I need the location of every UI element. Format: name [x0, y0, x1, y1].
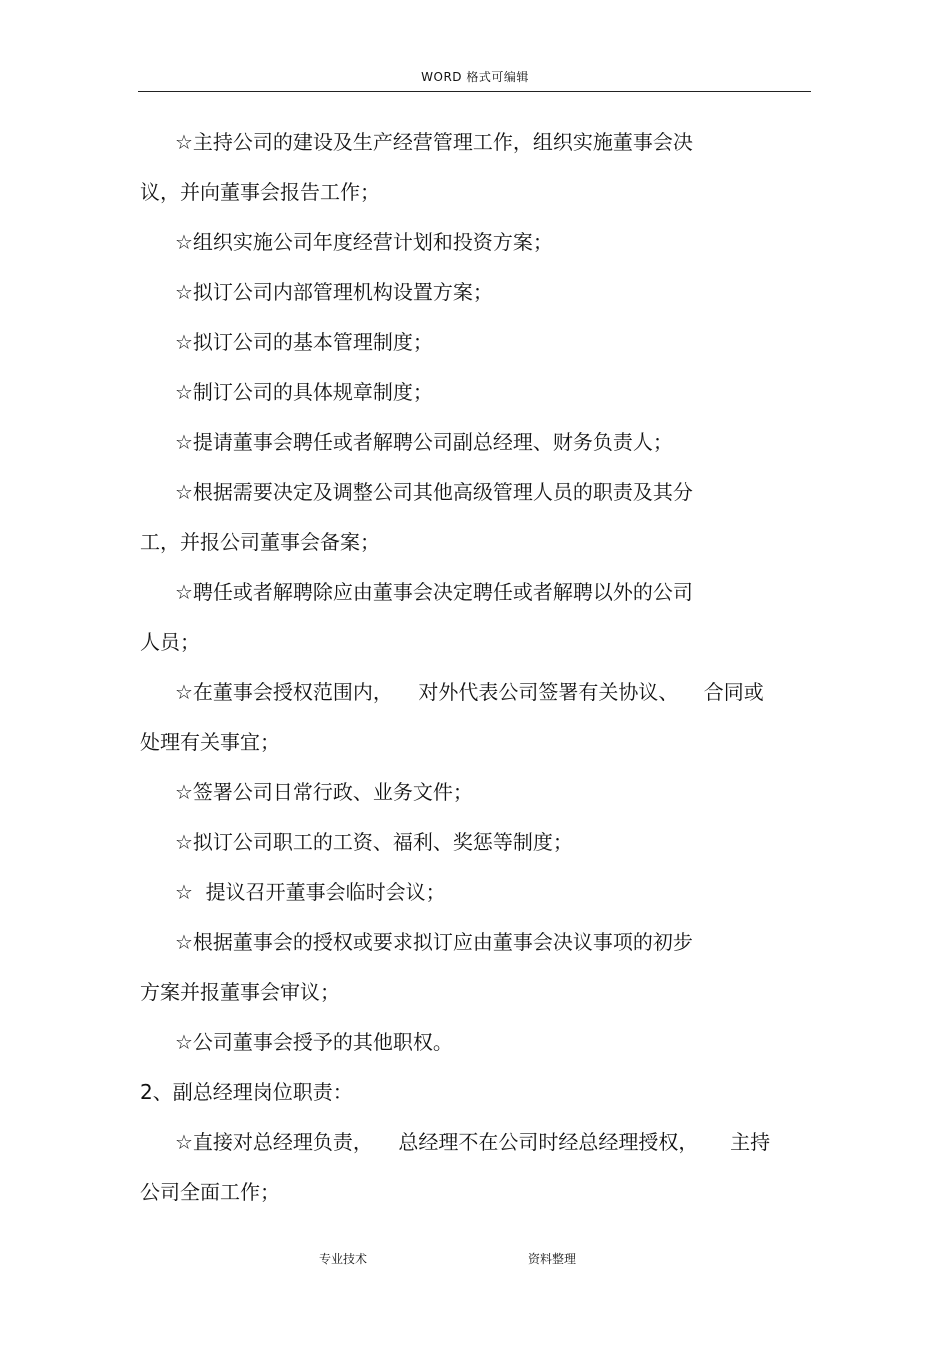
body-line-2: 议，并向董事会报告工作；: [140, 180, 380, 204]
body-line-6: ☆制订公司的具体规章制度；: [175, 380, 433, 404]
header-divider: [138, 91, 811, 92]
body-line-16: ☆ 提议召开董事会临时会议；: [175, 880, 446, 904]
body-line-15: ☆拟订公司职工的工资、福利、奖惩等制度；: [175, 830, 573, 854]
body-line-11: 人员；: [140, 630, 200, 654]
body-line-7: ☆提请董事会聘任或者解聘公司副总经理、财务负责人；: [175, 430, 673, 454]
body-line-22: 公司全面工作；: [140, 1180, 280, 1204]
body-line-5: ☆拟订公司的基本管理制度；: [175, 330, 433, 354]
body-line-17: ☆根据董事会的授权或要求拟订应由董事会决议事项的初步: [175, 930, 693, 954]
body-line-14: ☆签署公司日常行政、业务文件；: [175, 780, 473, 804]
body-line-10: ☆聘任或者解聘除应由董事会决定聘任或者解聘以外的公司: [175, 580, 693, 604]
body-line-19: ☆公司董事会授予的其他职权。: [175, 1030, 453, 1054]
body-line-13: 处理有关事宜；: [140, 730, 280, 754]
footer-left-text: 专业技术: [319, 1252, 368, 1266]
body-line-9: 工，并报公司董事会备案；: [140, 530, 380, 554]
section-heading: 2、副总经理岗位职责：: [140, 1080, 353, 1104]
footer-right-text: 资料整理: [528, 1252, 577, 1266]
body-line-21: ☆直接对总经理负责， 总经理不在公司时经总经理授权， 主持: [175, 1130, 771, 1154]
body-line-4: ☆拟订公司内部管理机构设置方案；: [175, 280, 493, 304]
body-line-18: 方案并报董事会审议；: [140, 980, 340, 1004]
page-header: WORD 格式可编辑: [421, 70, 529, 84]
body-line-1: ☆主持公司的建设及生产经营管理工作，组织实施董事会决: [175, 130, 693, 154]
body-line-8: ☆根据需要决定及调整公司其他高级管理人员的职责及其分: [175, 480, 693, 504]
body-line-3: ☆组织实施公司年度经营计划和投资方案；: [175, 230, 553, 254]
body-line-12: ☆在董事会授权范围内， 对外代表公司签署有关协议、 合同或: [175, 680, 764, 704]
